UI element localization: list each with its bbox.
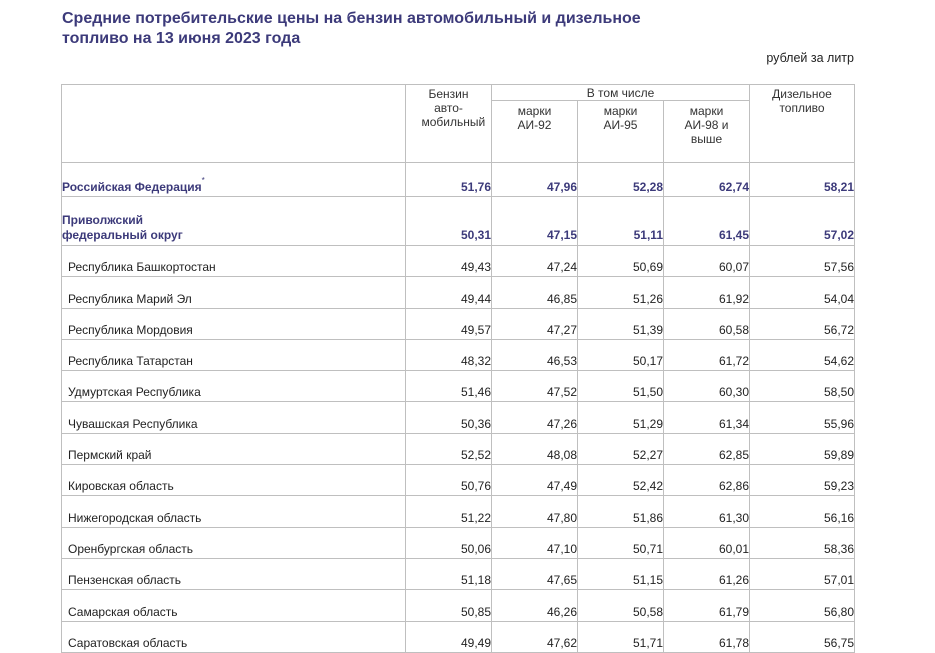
cell-diesel: 55,96 — [750, 402, 855, 433]
cell-ai92: 47,24 — [492, 246, 578, 277]
cell-ai95: 52,42 — [578, 465, 664, 496]
cell-gasoline: 49,43 — [406, 246, 492, 277]
header-row-1 — [62, 85, 855, 101]
cell-diesel: 57,01 — [750, 558, 855, 589]
header-ai98 — [664, 101, 750, 163]
header-ai92 — [492, 101, 578, 163]
cell-ai95: 52,27 — [578, 433, 664, 464]
cell-diesel: 54,04 — [750, 277, 855, 308]
cell-gasoline: 51,18 — [406, 558, 492, 589]
header-ai92-label: марки АИ-92 — [517, 104, 552, 132]
cell-gasoline: 51,22 — [406, 496, 492, 527]
cell-ai92: 47,62 — [492, 621, 578, 652]
cell-gasoline: 49,57 — [406, 308, 492, 339]
row-name: Республика Башкортостан — [62, 246, 406, 277]
table-row-federal-district — [62, 197, 855, 246]
cell-ai92: 46,53 — [492, 339, 578, 370]
cell-ai95: 51,26 — [578, 277, 664, 308]
cell-diesel: 57,02 — [750, 197, 855, 246]
cell-ai95: 51,29 — [578, 402, 664, 433]
cell-ai98: 61,30 — [664, 496, 750, 527]
cell-ai95: 52,28 — [578, 163, 664, 197]
cell-diesel: 57,56 — [750, 246, 855, 277]
cell-diesel: 58,50 — [750, 371, 855, 402]
cell-ai92: 47,27 — [492, 308, 578, 339]
cell-diesel: 56,72 — [750, 308, 855, 339]
table-row — [62, 621, 855, 652]
cell-gasoline: 51,76 — [406, 163, 492, 197]
header-ai95-label: марки АИ-95 — [603, 104, 638, 132]
price-table — [61, 84, 855, 653]
row-name: Республика Марий Эл — [62, 277, 406, 308]
cell-ai95: 51,39 — [578, 308, 664, 339]
cell-gasoline: 50,31 — [406, 197, 492, 246]
table-row — [62, 558, 855, 589]
cell-gasoline: 50,36 — [406, 402, 492, 433]
cell-ai98: 61,78 — [664, 621, 750, 652]
header-diesel — [750, 85, 855, 163]
cell-diesel: 58,21 — [750, 163, 855, 197]
cell-ai95: 50,71 — [578, 527, 664, 558]
cell-diesel: 54,62 — [750, 339, 855, 370]
cell-ai98: 60,07 — [664, 246, 750, 277]
region-rows — [62, 246, 855, 653]
cell-ai92: 47,26 — [492, 402, 578, 433]
cell-ai95: 51,15 — [578, 558, 664, 589]
row-name: Удмуртская Республика — [62, 371, 406, 402]
table-row — [62, 465, 855, 496]
table-row — [62, 277, 855, 308]
cell-ai95: 51,86 — [578, 496, 664, 527]
cell-ai92: 47,80 — [492, 496, 578, 527]
row-name — [62, 163, 406, 197]
row-name: Республика Татарстан — [62, 339, 406, 370]
cell-ai92: 46,85 — [492, 277, 578, 308]
table-row — [62, 339, 855, 370]
cell-gasoline: 49,44 — [406, 277, 492, 308]
table-row — [62, 246, 855, 277]
table-row — [62, 308, 855, 339]
cell-ai92: 47,15 — [492, 197, 578, 246]
row-name: Пензенская область — [62, 558, 406, 589]
table-row-russia — [62, 163, 855, 197]
cell-ai92: 48,08 — [492, 433, 578, 464]
cell-ai98: 62,74 — [664, 163, 750, 197]
table-row — [62, 433, 855, 464]
cell-ai92: 47,52 — [492, 371, 578, 402]
header-ai98-label: марки АИ-98 и выше — [684, 104, 729, 146]
unit-label: рублей за литр — [766, 51, 854, 65]
cell-gasoline: 51,46 — [406, 371, 492, 402]
cell-ai95: 50,69 — [578, 246, 664, 277]
cell-gasoline: 50,85 — [406, 590, 492, 621]
cell-ai98: 61,45 — [664, 197, 750, 246]
cell-ai98: 61,72 — [664, 339, 750, 370]
cell-gasoline: 48,32 — [406, 339, 492, 370]
cell-ai98: 61,34 — [664, 402, 750, 433]
cell-gasoline: 50,06 — [406, 527, 492, 558]
cell-ai95: 50,17 — [578, 339, 664, 370]
row-name: Республика Мордовия — [62, 308, 406, 339]
page-title: Средние потребительские цены на бензин автомобильный и дизельное топливо на 13 июня 2023 года — [62, 10, 641, 47]
cell-ai98: 62,86 — [664, 465, 750, 496]
row-name: Оренбургская область — [62, 527, 406, 558]
row-name: Самарская область — [62, 590, 406, 621]
cell-gasoline: 49,49 — [406, 621, 492, 652]
row-name-text: Приволжский федеральный округ — [62, 213, 183, 242]
row-name: Чувашская Республика — [62, 402, 406, 433]
cell-diesel: 59,89 — [750, 433, 855, 464]
cell-ai95: 51,71 — [578, 621, 664, 652]
cell-ai95: 50,58 — [578, 590, 664, 621]
table-row — [62, 402, 855, 433]
cell-ai98: 62,85 — [664, 433, 750, 464]
cell-ai92: 46,26 — [492, 590, 578, 621]
cell-diesel: 59,23 — [750, 465, 855, 496]
cell-ai98: 60,58 — [664, 308, 750, 339]
cell-ai92: 47,65 — [492, 558, 578, 589]
cell-gasoline: 50,76 — [406, 465, 492, 496]
cell-ai92: 47,49 — [492, 465, 578, 496]
header-group: В том числе — [492, 85, 750, 101]
table-row — [62, 371, 855, 402]
cell-ai98: 61,92 — [664, 277, 750, 308]
cell-gasoline: 52,52 — [406, 433, 492, 464]
cell-diesel: 56,75 — [750, 621, 855, 652]
row-name-text: Российская Федерация — [62, 180, 202, 194]
cell-ai98: 60,01 — [664, 527, 750, 558]
table-row — [62, 590, 855, 621]
row-name: Кировская область — [62, 465, 406, 496]
cell-ai98: 61,26 — [664, 558, 750, 589]
row-name: Нижегородская область — [62, 496, 406, 527]
footnote-marker: * — [201, 176, 205, 185]
cell-diesel: 56,16 — [750, 496, 855, 527]
header-gasoline-label: Бензин авто-мобильный — [421, 87, 486, 129]
cell-ai98: 61,79 — [664, 590, 750, 621]
row-name: Пермский край — [62, 433, 406, 464]
row-name — [62, 197, 406, 246]
cell-ai98: 60,30 — [664, 371, 750, 402]
header-gasoline — [406, 85, 492, 163]
cell-ai92: 47,96 — [492, 163, 578, 197]
cell-ai92: 47,10 — [492, 527, 578, 558]
cell-ai95: 51,11 — [578, 197, 664, 246]
cell-diesel: 56,80 — [750, 590, 855, 621]
header-region — [62, 85, 406, 163]
row-name: Саратовская область — [62, 621, 406, 652]
cell-ai95: 51,50 — [578, 371, 664, 402]
cell-diesel: 58,36 — [750, 527, 855, 558]
header-diesel-label: Дизельное топливо — [772, 87, 832, 115]
table-row — [62, 496, 855, 527]
header-ai95 — [578, 101, 664, 163]
table-row — [62, 527, 855, 558]
